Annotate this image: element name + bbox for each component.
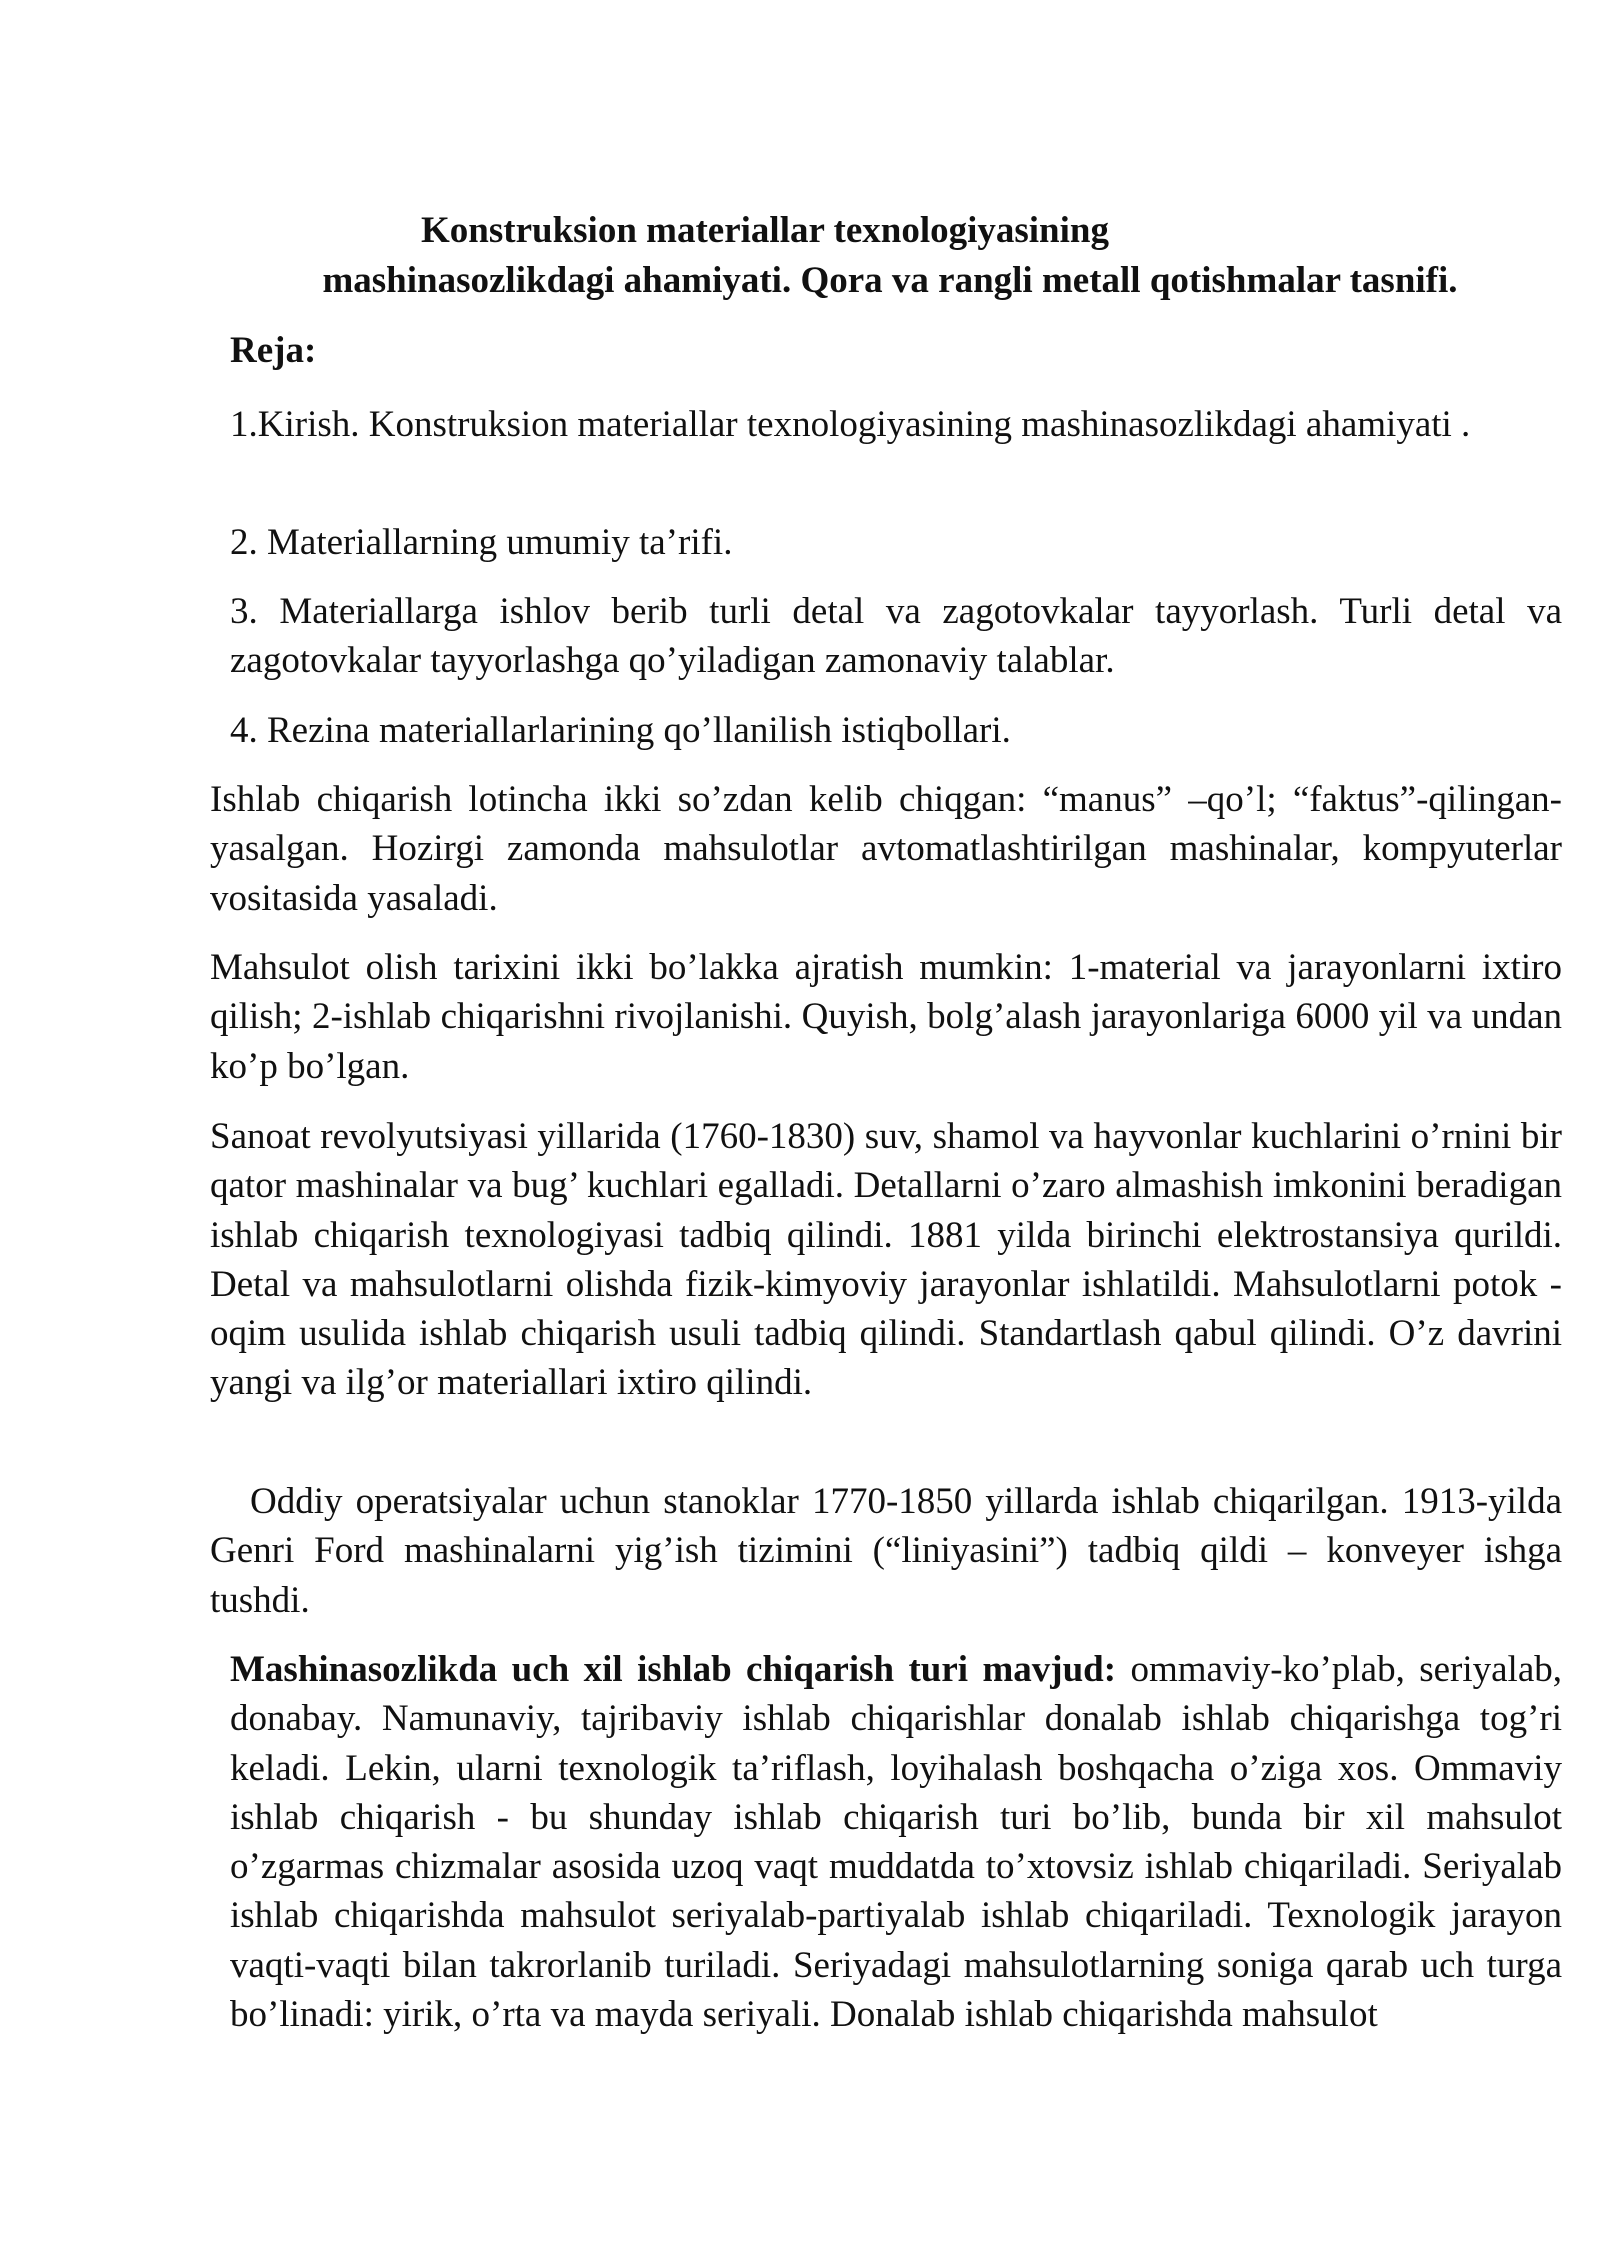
paragraph-5-text: ommaviy-ko’plab, seriyalab, donabay. Namunaviy, tajribaviy ishlab chiqarishlar donalab ishlab chiqarishga tog’ri keladi. Lekin, ularni texnologik ta’riflash, loyihalash boshqacha o’ziga xos. Ommaviy ishlab chiqarish - bu shunday ishlab chiqarish turi bo’lib, bunda bir xil mahsulot o’zgarmas chizmalar asosida uzoq vaqt muddatda to’xtovsiz ishlab chiqariladi. Seriyalab ishlab chiqarishda mahsulot seriyalab-partiyalab ishlab chiqariladi. Texnologik jarayon vaqti-vaqti bilan takrorlanib turiladi. Seriyadagi mahsulotlarning soniga qarab uch turga bo’linadi: yirik, o’rta va mayda seriyali. Donalab ishlab chiqarishda mahsulot bbox=[230, 1649, 1562, 2036]
document-title-line-1: Konstruksion materiallar texnologiyasining bbox=[421, 210, 1109, 251]
paragraph-5 bbox=[230, 1645, 1562, 2039]
paragraph-5-bold-lead: Mashinasozlikda uch xil ishlab chiqarish turi mavjud: bbox=[230, 1649, 1117, 1690]
document-title-line-2: mashinasozlikdagi ahamiyati. Qora va rangli metall qotishmalar tasnifi. bbox=[322, 260, 1458, 301]
plan-item-2: 2. Materiallarning umumiy ta’rifi. bbox=[230, 522, 733, 563]
plan-heading: Reja: bbox=[230, 330, 317, 371]
plan-item-3: 3. Materiallarga ishlov berib turli detal va zagotovkalar tayyorlash. Turli detal va zagotovkalar tayyorlashga qo’yiladigan zamonaviy talablar. bbox=[230, 591, 1562, 682]
paragraph-4: Oddiy operatsiyalar uchun stanoklar 1770-1850 yillarda ishlab chiqarilgan. 1913-yilda Genri Ford mashinalarni yig’ish tizimini (“liniyasini”) tadbiq qildi – konveyer ishga tushdi. bbox=[210, 1481, 1562, 1621]
plan-item-4: 4. Rezina materiallarlarining qo’llanilish istiqbollari. bbox=[230, 710, 1011, 751]
paragraph-3: Sanoat revolyutsiyasi yillarida (1760-1830) suv, shamol va hayvonlar kuchlarini o’rnini bir qator mashinalar va bug’ kuchlari egalladi. Detallarni o’zaro almashish imkonini beradigan ishlab chiqarish texnologiyasi tadbiq qilindi. 1881 yilda birinchi elektrostansiya qurildi. Detal va mahsulotlarni olishda fizik-kimyoviy jarayonlar ishlatildi. Mahsulotlarni potok - oqim usulida ishlab chiqarish usuli tadbiq qilindi. Standartlash qabul qilindi. O’z davrini yangi va ilg’or materiallari ixtiro qilindi. bbox=[210, 1116, 1562, 1404]
plan-item-1: 1.Kirish. Konstruksion materiallar texnologiyasining mashinasozlikdagi ahamiyati . bbox=[230, 404, 1471, 445]
paragraph-2: Mahsulot olish tarixini ikki bo’lakka ajratish mumkin: 1-material va jarayonlarni ixtiro qilish; 2-ishlab chiqarishni rivojlanishi. Quyish, bolg’alash jarayonlariga 6000 yil va undan ko’p bo’lgan. bbox=[210, 947, 1562, 1087]
paragraph-1: Ishlab chiqarish lotincha ikki so’zdan kelib chiqgan: “manus” –qo’l; “faktus”-qilingan-yasalgan. Hozirgi zamonda mahsulotlar avtomatlashtirilgan mashinalar, kompyuterlar vositasida yasaladi. bbox=[210, 779, 1562, 919]
